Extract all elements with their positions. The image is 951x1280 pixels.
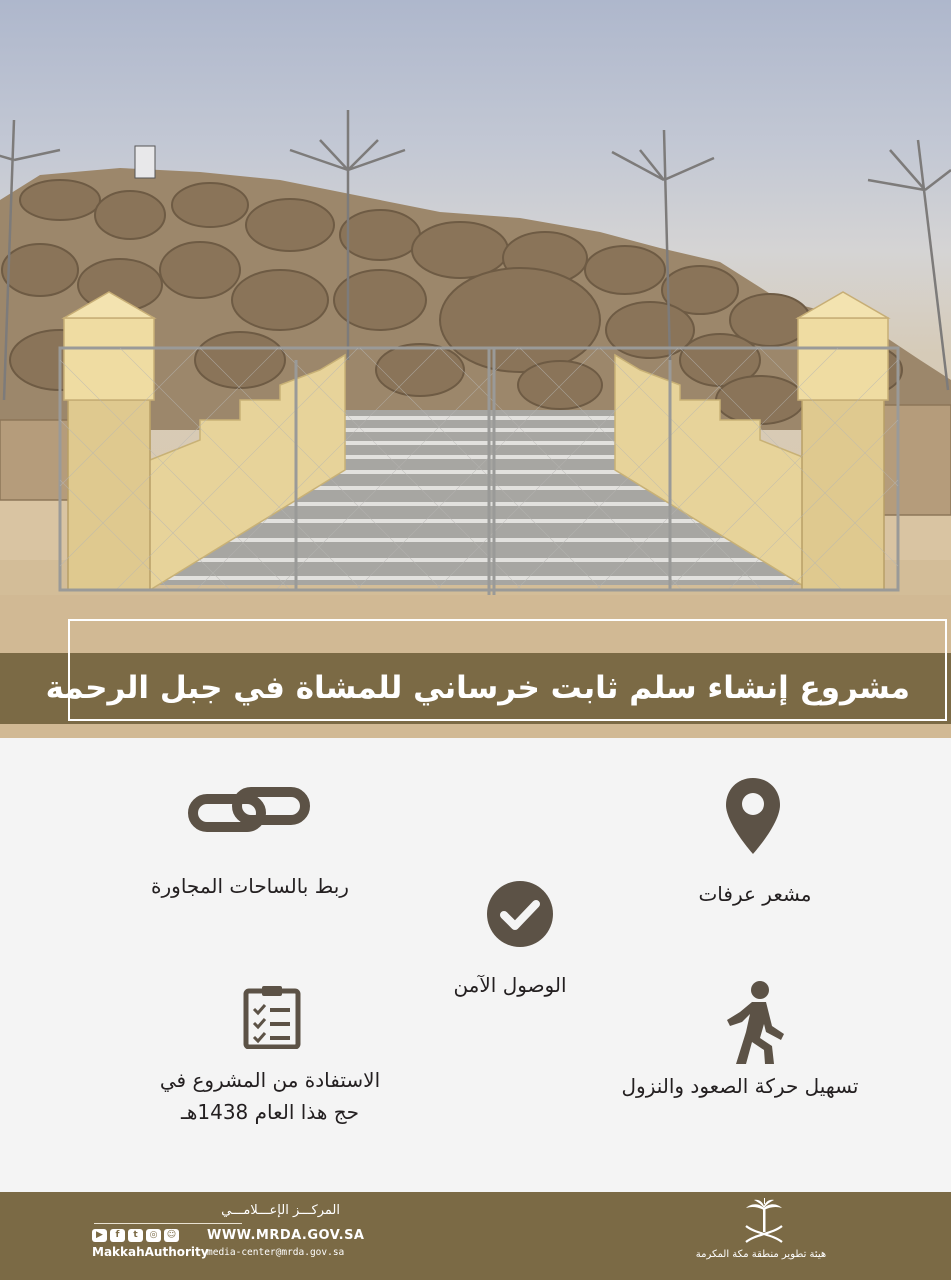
snapchat-icon[interactable]: ☺ bbox=[164, 1229, 179, 1242]
walk-feature bbox=[722, 980, 788, 1070]
benefit-label-line2: حج هذا العام 1438هـ bbox=[180, 1100, 360, 1124]
social-icons bbox=[92, 1229, 179, 1242]
website-link[interactable]: WWW.MRDA.GOV.SA bbox=[207, 1228, 365, 1243]
facebook-icon[interactable]: f bbox=[110, 1229, 125, 1242]
authority-emblem bbox=[742, 1198, 786, 1250]
benefit-label bbox=[90, 1064, 450, 1128]
benefit-label-line1: الاستفادة من المشروع في bbox=[159, 1068, 381, 1092]
walking-person-icon bbox=[722, 980, 788, 1066]
walk-label: تسهيل حركة الصعود والنزول bbox=[621, 1074, 859, 1098]
map-pin-icon bbox=[724, 776, 782, 856]
twitter-icon[interactable]: t bbox=[128, 1229, 143, 1242]
chain-link-icon bbox=[187, 786, 311, 840]
email-link[interactable]: media-center@mrda.gov.sa bbox=[207, 1247, 345, 1258]
safe-feature bbox=[485, 879, 555, 953]
clipboard-checklist-icon bbox=[242, 985, 302, 1049]
palm-swords-emblem-icon bbox=[742, 1198, 786, 1246]
benefit-feature bbox=[242, 985, 302, 1053]
youtube-icon[interactable]: ▶ bbox=[92, 1229, 107, 1242]
divider bbox=[94, 1223, 242, 1224]
connect-feature bbox=[187, 786, 311, 844]
location-feature bbox=[724, 776, 782, 860]
page-title: مشروع إنشاء سلم ثابت خرساني للمشاة في جبل الرحمة bbox=[45, 670, 910, 706]
check-circle-icon bbox=[485, 879, 555, 949]
location-label: مشعر عرفات bbox=[698, 882, 812, 906]
instagram-icon[interactable]: ◎ bbox=[146, 1229, 161, 1242]
social-handle[interactable]: MakkahAuthority bbox=[92, 1245, 209, 1259]
authority-name: هيئة تطوير منطقة مكة المكرمة bbox=[695, 1249, 827, 1260]
media-center-title: المركـــز الإعـــلامـــي bbox=[221, 1203, 340, 1218]
safe-label: الوصول الآمن bbox=[453, 973, 567, 997]
connect-label: ربط بالساحات المجاورة bbox=[151, 874, 349, 898]
